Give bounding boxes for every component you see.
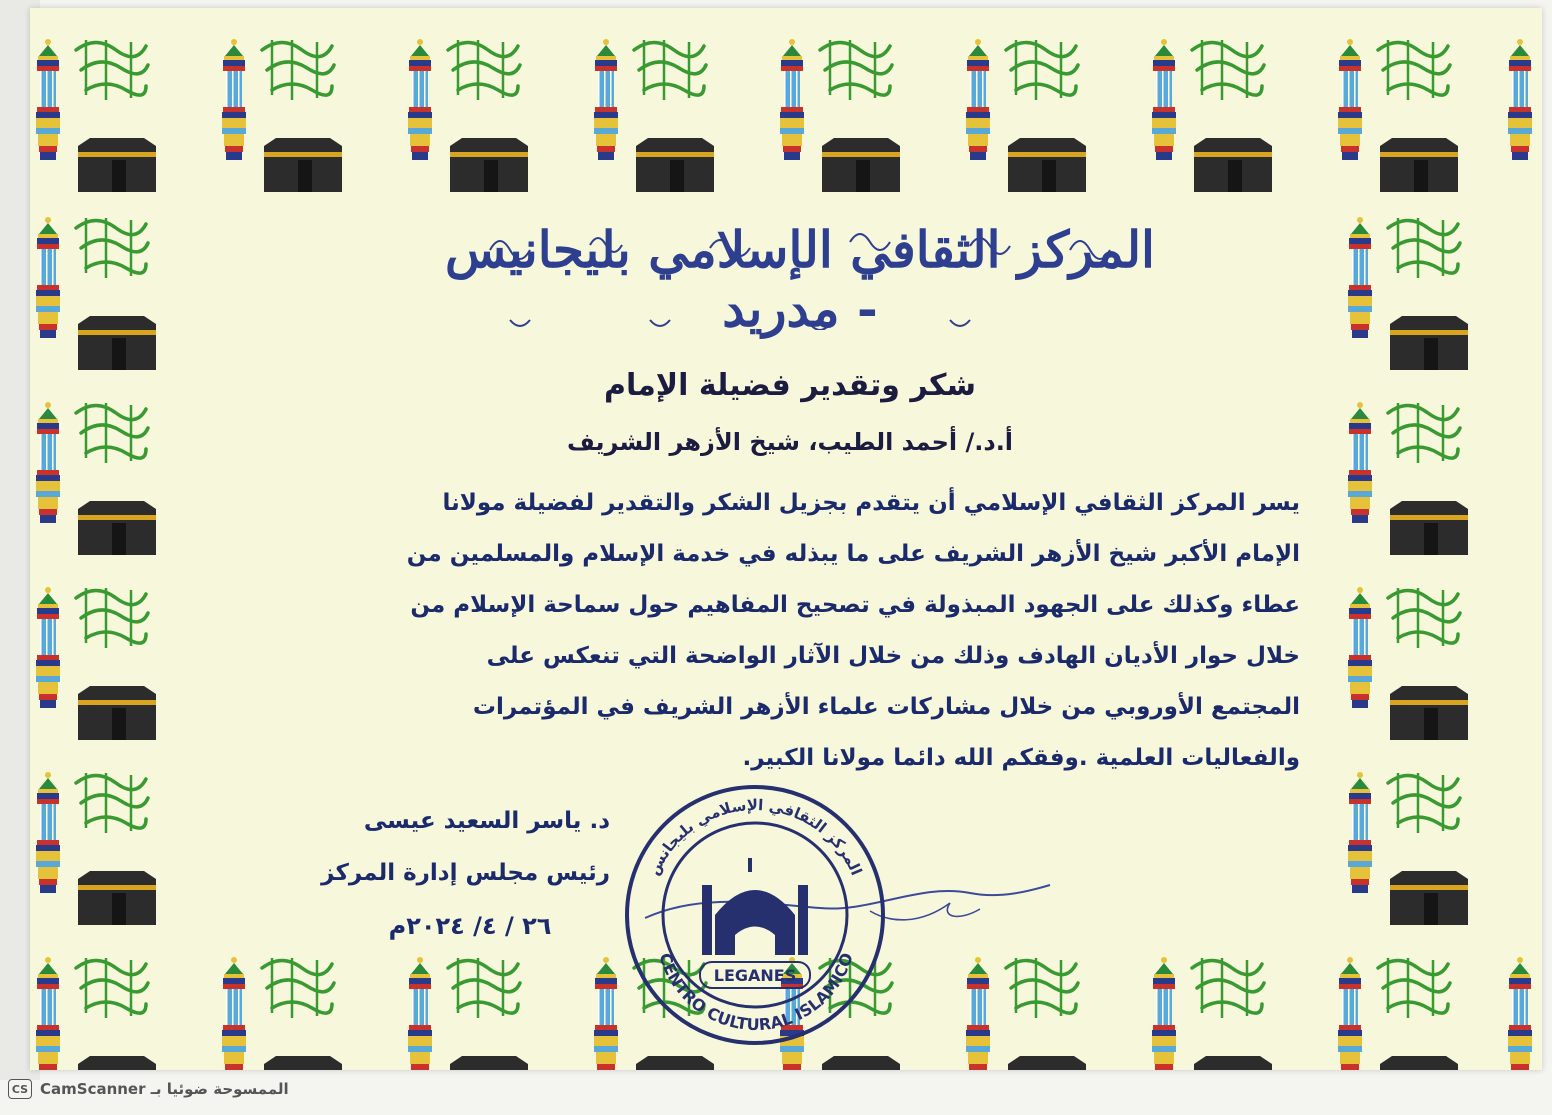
body-line: يسر المركز الثقافي الإسلامي أن يتقدم بجزيل الشكر والتقدير لفضيلة مولانا (442, 490, 1300, 516)
kaaba-icon (1390, 316, 1468, 370)
calligraphy-greeting-icon (820, 40, 892, 100)
body-line: عطاء وكذلك على الجهود المبذولة في تصحيح المفاهيم حول سماحة الإسلام من (410, 592, 1300, 618)
calligraphy-greeting-icon (76, 40, 148, 100)
minaret-icon (1338, 957, 1362, 1070)
minaret-icon (36, 587, 60, 708)
camscanner-logo-icon: CS (8, 1079, 32, 1099)
body-line: المجتمع الأوروبي من خلال مشاركات علماء الأزهر الشريف في المؤتمرات (472, 694, 1300, 720)
kaaba-icon (450, 138, 528, 192)
minaret-icon (1348, 402, 1372, 523)
minaret-icon (222, 957, 246, 1070)
kaaba-icon (1008, 1056, 1086, 1070)
kaaba-icon (1008, 138, 1086, 192)
kaaba-icon (1380, 138, 1458, 192)
kaaba-icon (264, 1056, 342, 1070)
calligraphy-greeting-icon (1378, 958, 1450, 1018)
calligraphy-greeting-icon (1388, 403, 1460, 463)
stamp-spanish-ring: CENTRO CULTURAL ISLAMICO (655, 950, 857, 1035)
calligraphy-greeting-icon (76, 588, 148, 648)
kaaba-icon (78, 686, 156, 740)
kaaba-icon (78, 316, 156, 370)
body-line: الإمام الأكبر شيخ الأزهر الشريف على ما يبذله في خدمة الإسلام والمسلمين من (406, 541, 1300, 567)
body-line: والفعاليات العلمية .وفقكم الله دائما مولانا الكبير. (742, 745, 1300, 771)
stamp-arabic-ring: المركز الثقافي الإسلامي بليجانس (644, 795, 866, 878)
kaaba-icon (78, 1056, 156, 1070)
minaret-icon (966, 39, 990, 160)
calligraphy-greeting-icon (634, 40, 706, 100)
minaret-icon (36, 39, 60, 160)
thanks-heading: شكر وتقدير فضيلة الإمام (603, 368, 977, 403)
calligraphy-greeting-icon (1388, 218, 1460, 278)
calligraphy-greeting-icon (76, 403, 148, 463)
minaret-icon (36, 772, 60, 893)
kaaba-icon (822, 1056, 900, 1070)
minaret-icon (594, 39, 618, 160)
certificate-date: ٢٦ / ٤/ ٢٠٢٤م (388, 912, 552, 940)
calligraphy-greeting-icon (1378, 40, 1450, 100)
kaaba-icon (1390, 501, 1468, 555)
minaret-icon (36, 402, 60, 523)
recipient-name: أ.د./ أحمد الطيب، شيخ الأزهر الشريف (566, 428, 1014, 456)
minaret-icon (222, 39, 246, 160)
kaaba-icon (822, 138, 900, 192)
signatory-title: رئيس مجلس إدارة المركز (321, 860, 610, 886)
stamp-center-label: LEGANES (713, 966, 797, 985)
minaret-icon (36, 217, 60, 338)
official-stamp (620, 780, 890, 1050)
certificate-body (300, 478, 1300, 784)
calligraphy-greeting-icon (1388, 773, 1460, 833)
calligraphy-greeting-icon (448, 40, 520, 100)
kaaba-icon (1380, 1056, 1458, 1070)
kaaba-icon (78, 138, 156, 192)
calligraphy-greeting-icon (76, 958, 148, 1018)
minaret-icon (408, 39, 432, 160)
certificate-sheet (30, 8, 1542, 1070)
body-line: خلال حوار الأديان الهادف وذلك من خلال الآثار الواضحة التي تنعكس على (486, 643, 1300, 669)
calligraphy-greeting-icon (76, 773, 148, 833)
minaret-icon (1338, 39, 1362, 160)
kaaba-icon (1390, 686, 1468, 740)
minaret-icon (1348, 217, 1372, 338)
kaaba-icon (636, 1056, 714, 1070)
kaaba-icon (1390, 871, 1468, 925)
signatory-name: د. ياسر السعيد عيسى (363, 808, 610, 834)
calligraphy-greeting-icon (1192, 40, 1264, 100)
minaret-icon (36, 957, 60, 1070)
minaret-icon (780, 39, 804, 160)
minaret-icon (1152, 39, 1176, 160)
kaaba-icon (78, 871, 156, 925)
calligraphy-greeting-icon (1006, 40, 1078, 100)
center-name-title: المركز الثقافي الإسلامي بليجانيس - مدريد (445, 220, 1155, 338)
minaret-icon (1348, 772, 1372, 893)
calligraphy-greeting-icon (1388, 588, 1460, 648)
kaaba-icon (78, 501, 156, 555)
mosque-icon (702, 858, 808, 955)
calligraphy-greeting-icon (76, 218, 148, 278)
minaret-icon (1508, 957, 1532, 1070)
kaaba-icon (450, 1056, 528, 1070)
minaret-icon (1348, 587, 1372, 708)
scanner-label: الممسوحة ضوئيا بـ CamScanner (40, 1080, 289, 1098)
kaaba-icon (264, 138, 342, 192)
kaaba-icon (1194, 138, 1272, 192)
kaaba-icon (636, 138, 714, 192)
calligraphy-greeting-icon (262, 40, 334, 100)
kaaba-icon (1194, 1056, 1272, 1070)
scanner-watermark (0, 1074, 408, 1104)
minaret-icon (1508, 39, 1532, 160)
